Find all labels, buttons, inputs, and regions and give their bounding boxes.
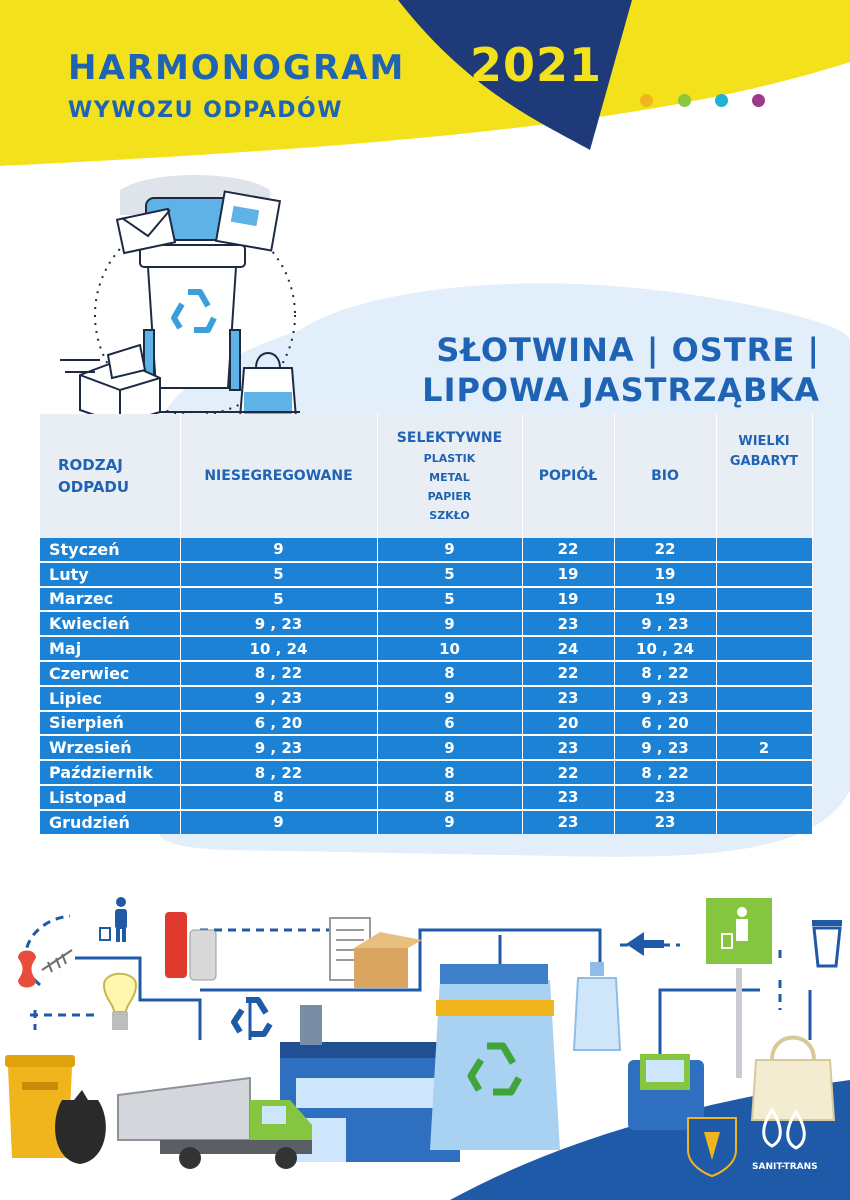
cell-ash: 23 (522, 611, 614, 636)
cell-bulky (716, 760, 812, 785)
table-row (40, 587, 812, 612)
cell-bulky (716, 661, 812, 686)
cell-month: Lipiec (40, 686, 180, 711)
cell-selective: 9 (377, 810, 522, 834)
cell-month: Październik (40, 760, 180, 785)
decor-dot-cyan (715, 94, 728, 107)
cell-ash: 22 (522, 538, 614, 562)
table-row (40, 810, 812, 834)
cell-selective: 10 (377, 636, 522, 661)
cell-bulky (716, 810, 812, 834)
location-line2: LIPOWA JASTRZĄBKA (422, 371, 820, 409)
cell-mixed: 5 (180, 587, 377, 612)
header-selective: SELEKTYWNE PLASTIK METAL PAPIER SZKŁO (377, 414, 522, 538)
cell-bio: 8 , 22 (614, 661, 716, 686)
cell-selective: 8 (377, 760, 522, 785)
cell-bulky: 2 (716, 735, 812, 760)
page-title-line1: HARMONOGRAM (68, 48, 406, 88)
cell-bio: 9 , 23 (614, 686, 716, 711)
cell-ash: 20 (522, 711, 614, 736)
cell-selective: 6 (377, 711, 522, 736)
cell-mixed: 6 , 20 (180, 711, 377, 736)
cell-month: Sierpień (40, 711, 180, 736)
cell-ash: 23 (522, 735, 614, 760)
table-row (40, 611, 812, 636)
trash-sign-icon (704, 896, 774, 1078)
cell-mixed: 8 , 22 (180, 760, 377, 785)
cell-ash: 22 (522, 760, 614, 785)
cell-ash: 23 (522, 686, 614, 711)
fish-bone-icon (42, 950, 72, 972)
table-body (40, 538, 812, 834)
cell-ash: 23 (522, 785, 614, 810)
header-bio: BIO (614, 414, 716, 538)
cell-ash: 19 (522, 562, 614, 587)
cell-bio: 8 , 22 (614, 760, 716, 785)
table-row (40, 785, 812, 810)
table-row (40, 735, 812, 760)
table-header-row (40, 414, 812, 538)
table-row (40, 711, 812, 736)
cell-bio: 23 (614, 785, 716, 810)
cell-bio: 19 (614, 587, 716, 612)
header-waste-type: RODZAJ ODPADU (40, 414, 180, 538)
table-row (40, 562, 812, 587)
cell-ash: 19 (522, 587, 614, 612)
table-row (40, 760, 812, 785)
cell-selective: 8 (377, 785, 522, 810)
cell-selective: 9 (377, 538, 522, 562)
header-ash: POPIÓŁ (522, 414, 614, 538)
cell-bulky (716, 562, 812, 587)
header-mixed: NIESEGREGOWANE (180, 414, 377, 538)
cell-bio: 10 , 24 (614, 636, 716, 661)
exchange-arrows-icon (626, 932, 664, 956)
cell-selective: 5 (377, 562, 522, 587)
cell-bio: 19 (614, 562, 716, 587)
cell-bio: 22 (614, 538, 716, 562)
cell-mixed: 9 , 23 (180, 735, 377, 760)
cell-mixed: 9 (180, 810, 377, 834)
cell-bulky (716, 686, 812, 711)
cell-mixed: 10 , 24 (180, 636, 377, 661)
location-title (380, 330, 820, 410)
cell-mixed: 9 , 23 (180, 611, 377, 636)
cell-ash: 24 (522, 636, 614, 661)
cell-month: Marzec (40, 587, 180, 612)
cell-bio: 6 , 20 (614, 711, 716, 736)
waste-schedule-table (40, 414, 813, 834)
cell-selective: 9 (377, 735, 522, 760)
apple-core-icon (18, 951, 36, 988)
footer-infographic (5, 896, 842, 1176)
cell-bulky (716, 785, 812, 810)
cell-month: Luty (40, 562, 180, 587)
cell-month: Czerwiec (40, 661, 180, 686)
decor-dot-green (678, 94, 691, 107)
cell-bulky (716, 587, 812, 612)
cell-ash: 23 (522, 810, 614, 834)
cell-mixed: 9 (180, 538, 377, 562)
brand-name: SANIT-TRANS (752, 1162, 818, 1172)
lightbulb-icon (104, 974, 136, 1030)
table-row (40, 686, 812, 711)
table-row (40, 538, 812, 562)
trash-bag-icon (55, 1090, 106, 1164)
cell-bio: 23 (614, 810, 716, 834)
cell-month: Kwiecień (40, 611, 180, 636)
cell-selective: 9 (377, 611, 522, 636)
cell-bio: 9 , 23 (614, 611, 716, 636)
cell-mixed: 5 (180, 562, 377, 587)
cell-bulky (716, 611, 812, 636)
cell-bulky (716, 711, 812, 736)
cell-selective: 8 (377, 661, 522, 686)
cell-mixed: 8 , 22 (180, 661, 377, 686)
table-row (40, 636, 812, 661)
year-label: 2021 (470, 38, 603, 92)
table-row (40, 661, 812, 686)
cell-month: Styczeń (40, 538, 180, 562)
cell-month: Grudzień (40, 810, 180, 834)
cell-bulky (716, 636, 812, 661)
cell-bio: 9 , 23 (614, 735, 716, 760)
water-bottle-icon (574, 962, 620, 1050)
can-icon (165, 912, 216, 980)
cell-ash: 22 (522, 661, 614, 686)
page-title-line2: WYWOZU ODPADÓW (68, 98, 343, 123)
recycling-bin-illustration (60, 175, 300, 424)
cell-bulky (716, 538, 812, 562)
recycle-icon (234, 1000, 270, 1034)
trash-can-icon (812, 920, 842, 966)
cell-mixed: 9 , 23 (180, 686, 377, 711)
person-recycling-icon (100, 897, 127, 942)
cell-month: Maj (40, 636, 180, 661)
cell-month: Wrzesień (40, 735, 180, 760)
decor-dot-purple (752, 94, 765, 107)
location-line1: SŁOTWINA | OSTRE | (436, 331, 820, 369)
cell-mixed: 8 (180, 785, 377, 810)
decor-dot-yellow (640, 94, 653, 107)
shopping-bag-icon (752, 1038, 834, 1121)
factory-icon (280, 964, 560, 1162)
cell-selective: 9 (377, 686, 522, 711)
header-bulky: WIELKI GABARYT (716, 414, 812, 538)
cell-selective: 5 (377, 587, 522, 612)
newspaper-icon (216, 192, 280, 251)
cell-month: Listopad (40, 785, 180, 810)
